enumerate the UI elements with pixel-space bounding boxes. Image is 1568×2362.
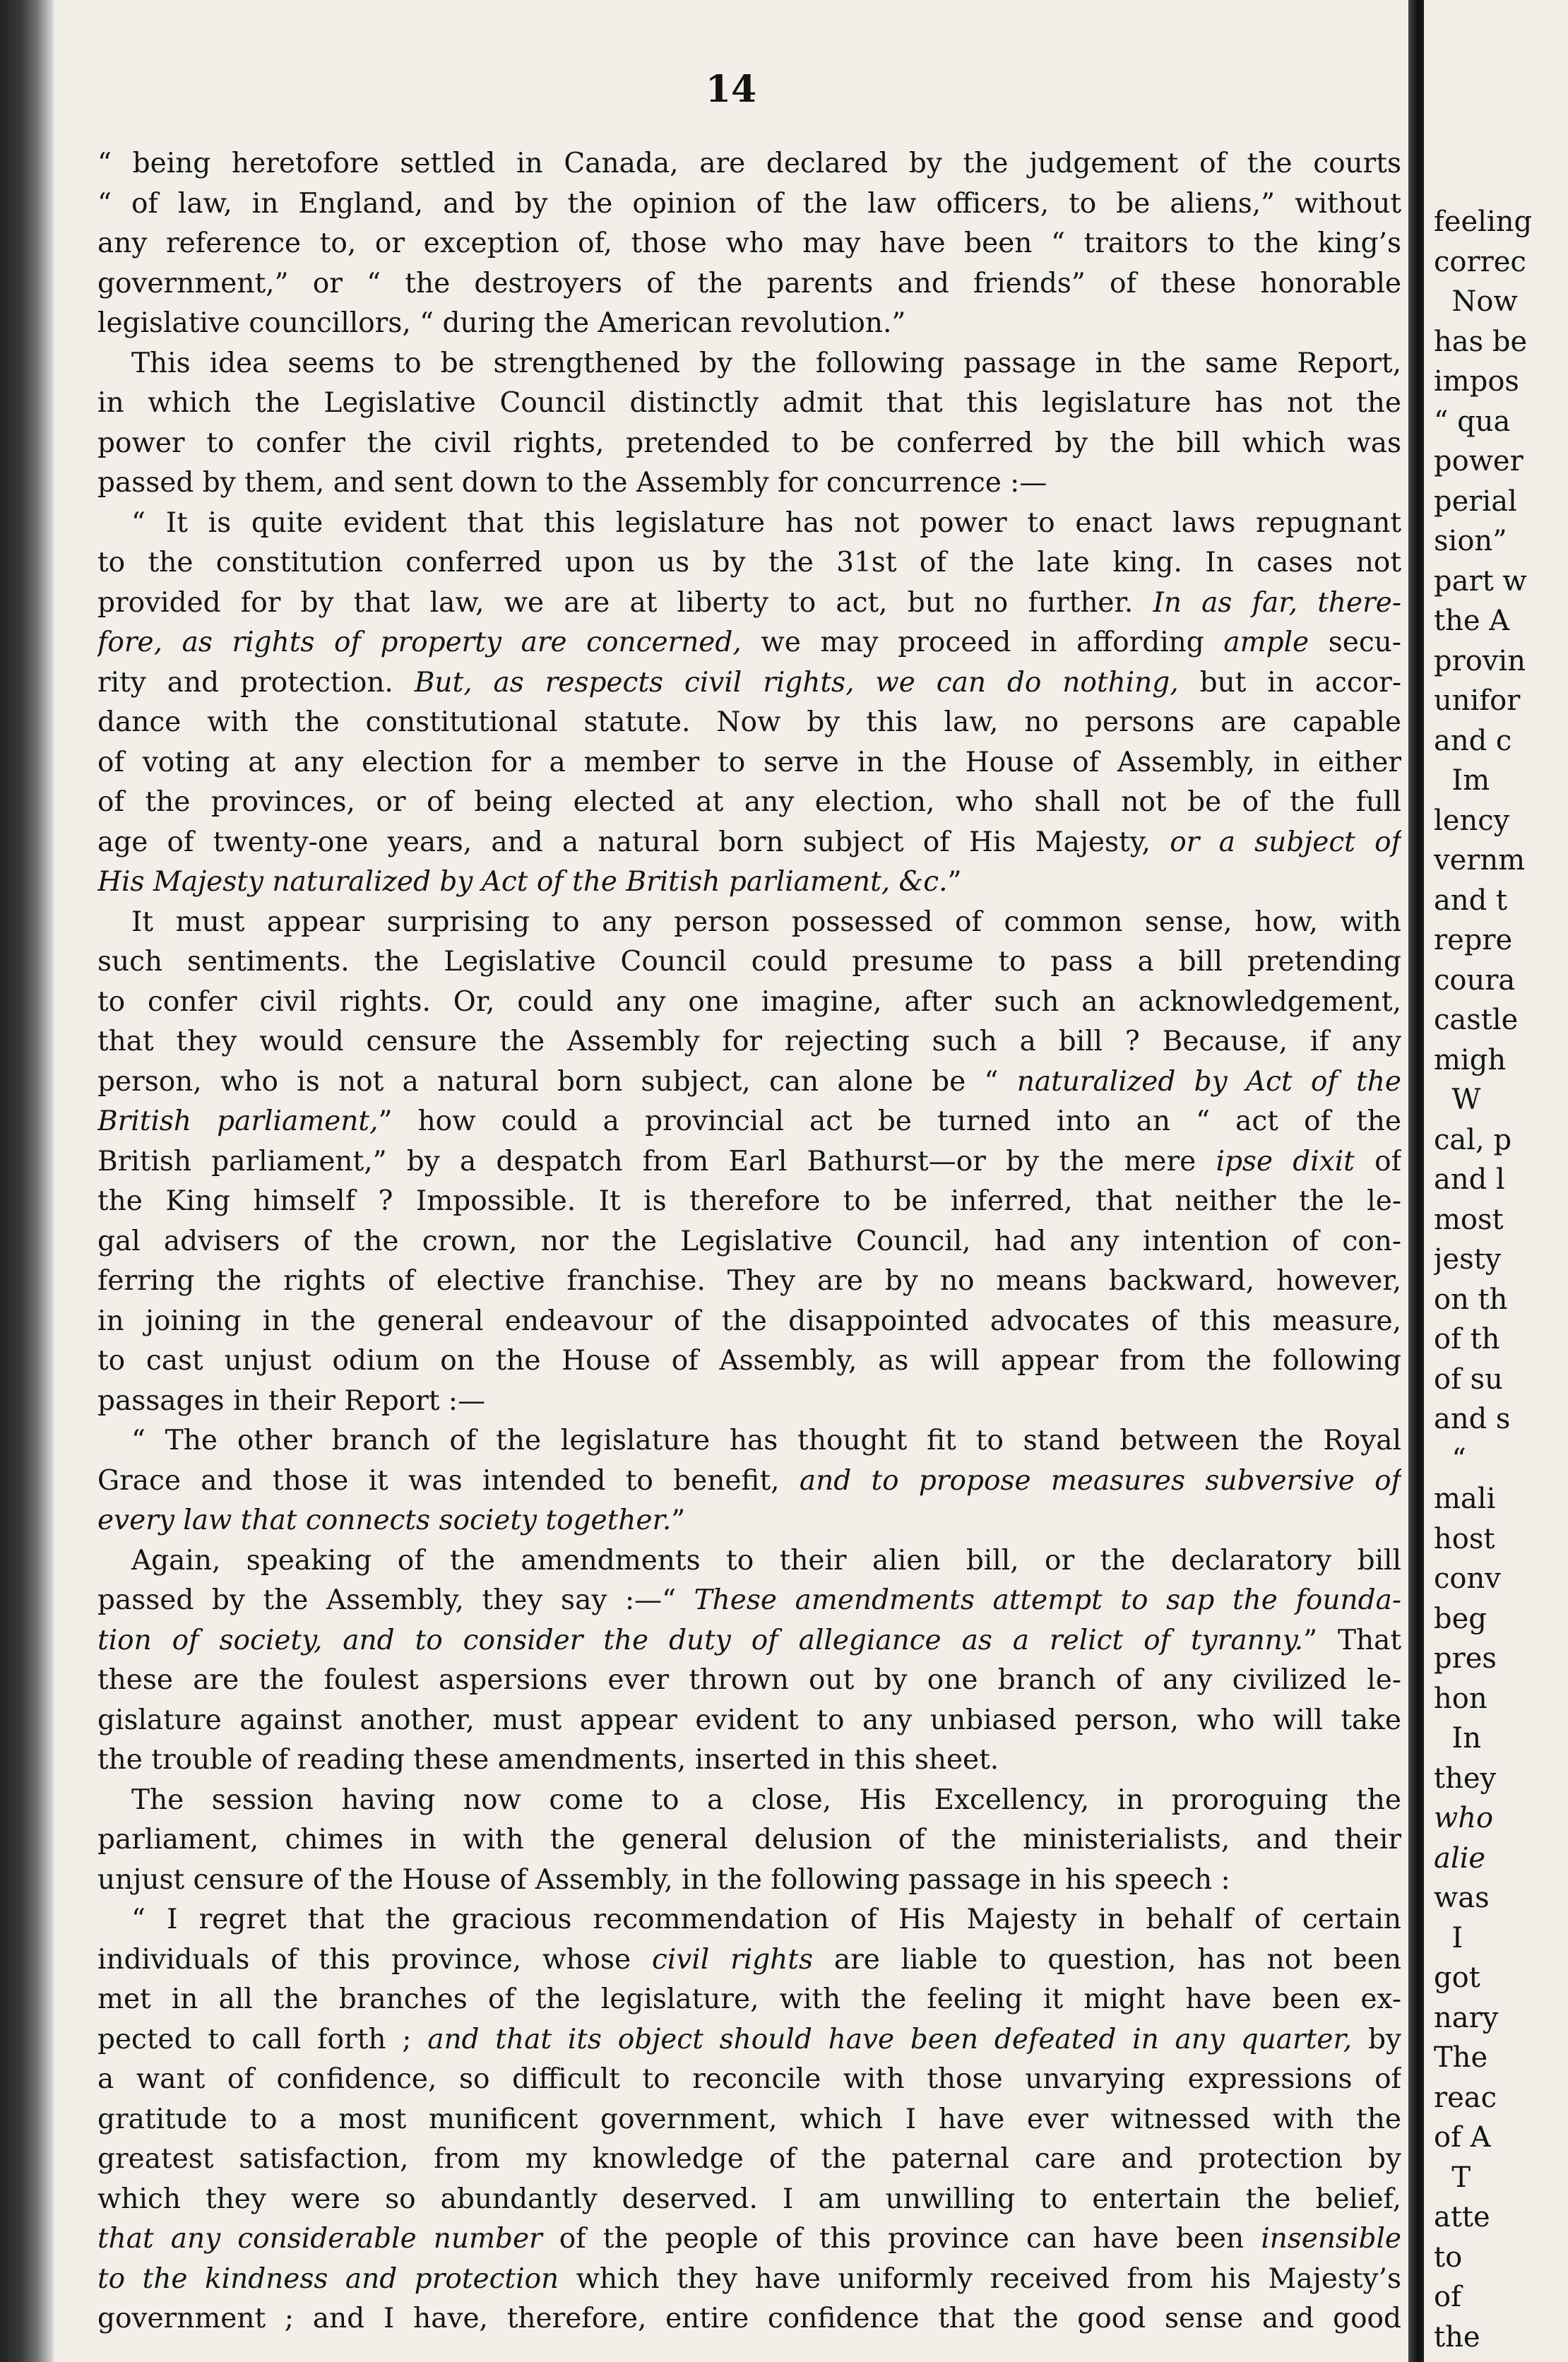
next-page-line: the [1434, 2320, 1480, 2354]
next-page-line: and l [1434, 1163, 1505, 1196]
text-line: gratitude to a most munificent government, which I have ever witnessed with the [97, 2103, 1401, 2135]
italic-span: civil rights [651, 1943, 813, 1976]
text-line: which they were so abundantly deserved. I am unwilling to entertain the belief, [97, 2183, 1401, 2215]
text-line: “ of law, in England, and by the opinion of the law officers, to be aliens,” without [97, 187, 1401, 220]
next-page-line: reac [1434, 2081, 1497, 2114]
text-span: ” how could a provincial act be turned into an “ act of the [378, 1105, 1401, 1137]
text-span: pected to call forth ; [97, 2023, 428, 2055]
next-page-line: W [1434, 1084, 1481, 1116]
text-line: gislature against another, must appear evident to any unbiased person, who will take [97, 1704, 1401, 1736]
text-line: in joining in the general endeavour of the disappointed advocates of this measure, [97, 1305, 1401, 1337]
next-page-line: and c [1434, 724, 1512, 757]
text-line [97, 2260, 1401, 2300]
next-page-line: jesty [1434, 1243, 1502, 1276]
next-page-line: to [1434, 2241, 1463, 2274]
italic-span: ipse dixit [1216, 1145, 1355, 1177]
text-line: The session having now come to a close, His Excellency, in proroguing the [131, 1784, 1401, 1816]
italic-span: insensible [1261, 2223, 1401, 2255]
next-page-line: of su [1434, 1363, 1503, 1396]
text-line: “ I regret that the gracious recommendation of His Majesty in behalf of certain [131, 1904, 1401, 1935]
text-span: ” That [1303, 1624, 1401, 1656]
text-line: power to confer the civil rights, pretended to be conferred by the bill which was [97, 427, 1401, 459]
text-line [97, 1581, 1401, 1621]
italic-span: British parliament, [97, 1105, 379, 1137]
text-span: Grace and those it was intended to benefit, [97, 1464, 800, 1497]
italic-span: or a subject of [1170, 826, 1401, 858]
text-line: parliament, chimes in with the general delusion of the ministerialists, and their [97, 1824, 1401, 1856]
next-page-line: of A [1434, 2121, 1491, 2154]
next-page-line: “ [1434, 1442, 1466, 1476]
italic-span: and to propose measures subversive of [799, 1464, 1401, 1497]
next-page-line: and s [1434, 1403, 1511, 1435]
text-line: unjust censure of the House of Assembly, in the following passage in his speech : [97, 1863, 1230, 1896]
text-span: are liable to question, has not been [812, 1943, 1401, 1976]
text-line [97, 1940, 1401, 1981]
text-line: It must appear surprising to any person possessed of common sense, how, with [131, 906, 1401, 938]
text-line: “ being heretofore settled in Canada, are declared by the judgement of the courts [97, 148, 1401, 179]
next-page-line: host [1434, 1522, 1495, 1555]
text-line [97, 1102, 1401, 1142]
page-number: 14 [705, 68, 757, 111]
next-page-line: lency [1434, 804, 1510, 837]
next-page-line: T [1434, 2161, 1471, 2194]
next-page-line: most [1434, 1203, 1504, 1236]
text-line: the King himself ? Impossible. It is therefore to be inferred, that neither the le- [97, 1185, 1401, 1217]
text-line: “ The other branch of the legislature has thought fit to stand between the Royal [131, 1425, 1401, 1456]
text-span: we may proceed in affording [741, 627, 1224, 658]
text-line: dance with the constitutional statute. Now by this law, no persons are capable [97, 706, 1401, 738]
page-main [54, 0, 1408, 2362]
text-line [97, 2020, 1401, 2060]
italic-span: tion of society, and to consider the duty of allegiance as a relict of tyranny. [97, 1624, 1304, 1656]
text-span: of [1354, 1145, 1401, 1177]
text-line: Again, speaking of the amendments to their alien bill, or the declaratory bill [131, 1544, 1401, 1577]
next-page-line: “ qua [1434, 405, 1511, 438]
next-page-line: castle [1434, 1004, 1519, 1036]
text-span: provided for by that law, we are at liberty to act, but no further. [97, 586, 1153, 619]
text-line [97, 2219, 1401, 2260]
next-page-line: has be [1434, 325, 1528, 358]
text-span: ” [671, 1505, 686, 1536]
italic-span: But, as respects civil rights, we can do nothing, [414, 666, 1179, 699]
text-line: to the constitution conferred upon us by the 31st of the late king. In cases not [97, 547, 1401, 578]
italic-span: These amendments attempt to sap the founda- [694, 1584, 1401, 1616]
next-page-line: part w [1434, 564, 1527, 598]
text-span: of the people of this province can have been [542, 2223, 1261, 2255]
text-span: passed by the Assembly, they say :—“ [97, 1584, 694, 1616]
next-page-line: In [1434, 1722, 1481, 1755]
italic-span: that any considerable number [97, 2223, 542, 2255]
text-line [97, 583, 1401, 624]
italic-span: fore, as rights of property are concerned, [97, 627, 742, 658]
next-page-line: of [1434, 2281, 1461, 2313]
next-page-line: coura [1434, 963, 1516, 997]
next-page-line: I [1434, 1921, 1463, 1954]
next-page-line: correc [1434, 245, 1526, 278]
next-page-line: migh [1434, 1043, 1507, 1076]
next-page-line: provin [1434, 644, 1526, 677]
text-span: secu- [1309, 627, 1401, 658]
text-span: age of twenty-one years, and a natural born subject of His Majesty, [97, 826, 1170, 858]
text-line: government,” or “ the destroyers of the parents and friends” of these honorable [97, 267, 1401, 299]
text-line: greatest satisfaction, from my knowledge of the paternal care and protection by [97, 2143, 1401, 2175]
next-page-line: they [1434, 1762, 1497, 1795]
next-page-line: vernm [1434, 844, 1526, 877]
text-span: individuals of this province, whose [97, 1943, 652, 1976]
next-page-text [1434, 202, 1568, 2357]
next-page-line: nary [1434, 2001, 1499, 2034]
italic-span: naturalized by Act of the [1016, 1065, 1401, 1098]
text-span: ” [947, 866, 962, 898]
text-line [97, 823, 1401, 863]
text-line: any reference to, or exception of, those who may have been “ traitors to the king’s [97, 227, 1401, 259]
text-line: gal advisers of the crown, nor the Legislative Council, had any intention of con- [97, 1225, 1401, 1257]
text-span: but in accor- [1178, 666, 1401, 699]
text-line: these are the foulest aspersions ever thrown out by one branch of any civilized le- [97, 1664, 1401, 1696]
next-page-line: on th [1434, 1283, 1508, 1316]
next-page-line: The [1434, 2041, 1488, 2074]
text-span: person, who is not a natural born subject, can alone be “ [97, 1065, 1017, 1098]
text-line: “ It is quite evident that this legislature has not power to enact laws repugnant [131, 506, 1401, 539]
next-page-line: feeling [1434, 206, 1533, 238]
text-line [97, 1461, 1401, 1502]
next-page-line: unifor [1434, 684, 1521, 717]
text-line [97, 1062, 1401, 1103]
page-left-edge [0, 0, 54, 2362]
text-line: in which the Legislative Council distinctly admit that this legislature has not the [97, 387, 1401, 419]
text-line: of voting at any election for a member to serve in the House of Assembly, in either [97, 746, 1401, 778]
text-line: passed by them, and sent down to the Assembly for concurrence :— [97, 467, 1047, 499]
next-page-line: alie [1434, 1841, 1486, 1875]
text-line: a want of confidence, so difficult to reconcile with those unvarying expressions of [97, 2063, 1401, 2095]
text-line: government ; and I have, therefore, entire confidence that the good sense and good [97, 2303, 1401, 2334]
text-span: by [1352, 2023, 1401, 2055]
next-page-line: conv [1434, 1562, 1501, 1595]
text-line: such sentiments. the Legislative Council could presume to pass a bill pretending [97, 946, 1401, 978]
next-page-line: beg [1434, 1602, 1487, 1635]
italic-span: every law that connects society together. [97, 1505, 672, 1536]
italic-span: and that its object should have been defeated in any quarter, [427, 2023, 1353, 2055]
text-line [97, 663, 1401, 704]
text-line [97, 623, 1401, 663]
text-line: of the provinces, or of being elected at any election, who shall not be of the full [97, 786, 1401, 818]
italic-span: In as far, there- [1153, 586, 1401, 619]
next-page-line: pres [1434, 1642, 1497, 1675]
text-line: ferring the rights of elective franchise. They are by no means backward, however, [97, 1265, 1401, 1297]
text-line [97, 1621, 1401, 1661]
text-line: to confer civil rights. Or, could any one imagine, after such an acknowledgement, [97, 985, 1401, 1018]
next-page-line: atte [1434, 2201, 1490, 2233]
text-line: passages in their Report :— [97, 1384, 486, 1417]
next-page-line: Now [1434, 285, 1518, 318]
text-span: rity and protection. [97, 666, 415, 699]
next-page-line: and t [1434, 884, 1508, 917]
text-line: to cast unjust odium on the House of Assembly, as will appear from the following [97, 1345, 1401, 1377]
next-page-line: of th [1434, 1323, 1500, 1355]
italic-span: His Majesty naturalized by Act of the British parliament, &c. [97, 866, 948, 898]
next-page-line: Im [1434, 764, 1490, 797]
text-line [97, 862, 1401, 903]
next-page-line: power [1434, 445, 1524, 477]
next-page-line: mali [1434, 1483, 1496, 1515]
next-page-line: sion” [1434, 525, 1507, 557]
text-line: that they would censure the Assembly for rejecting such a bill ? Because, if any [97, 1026, 1401, 1057]
page-next [1424, 0, 1568, 2362]
text-line [97, 1501, 1401, 1541]
text-span: British parliament,” by a despatch from Earl Bathurst—or by the mere [97, 1145, 1216, 1177]
next-page-line: was [1434, 1882, 1490, 1914]
text-line: legislative councillors, “ during the American revolution.” [97, 307, 906, 339]
next-page-line: cal, p [1434, 1123, 1512, 1156]
text-line: met in all the branches of the legislature, with the feeling it might have been ex- [97, 1983, 1401, 2015]
next-page-line: who [1434, 1802, 1494, 1834]
next-page-line: hon [1434, 1682, 1487, 1715]
next-page-line: got [1434, 1962, 1480, 1994]
text-line: the trouble of reading these amendments, inserted in this sheet. [97, 1744, 999, 1776]
next-page-line: repre [1434, 924, 1513, 956]
page-gutter [1408, 0, 1424, 2362]
italic-span: ample [1223, 627, 1309, 658]
text-line: This idea seems to be strengthened by the following passage in the same Report, [131, 347, 1401, 379]
next-page-line: the A [1434, 605, 1510, 637]
page-body-text [97, 144, 1401, 2339]
italic-span: to the kindness and protection [97, 2262, 559, 2295]
text-span: which they have uniformly received from his Majesty’s [559, 2262, 1401, 2295]
next-page-line: perial [1434, 485, 1517, 518]
next-page-line: impos [1434, 365, 1519, 398]
text-line [97, 1142, 1401, 1182]
